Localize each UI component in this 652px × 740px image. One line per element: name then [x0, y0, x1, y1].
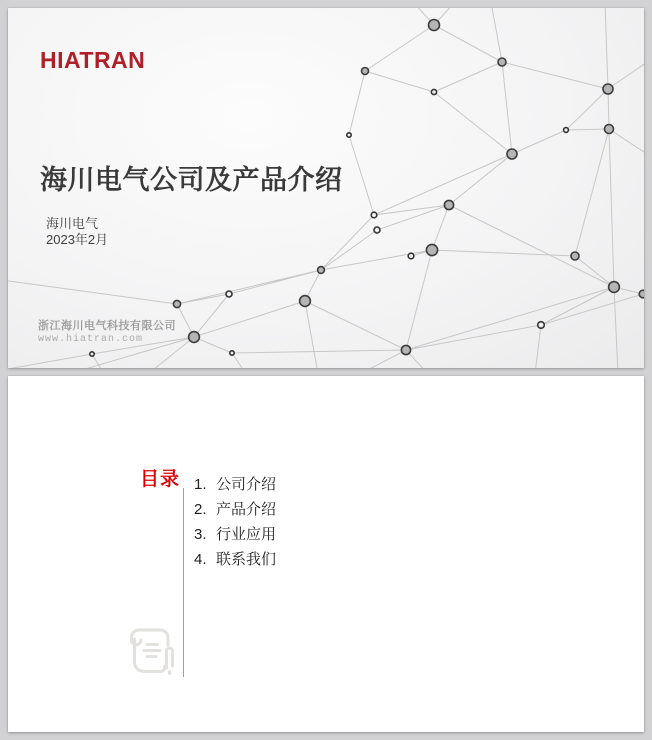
- toc-item-number: 3.: [194, 526, 207, 543]
- slide-1-cover[interactable]: [8, 8, 644, 368]
- toc-item: [194, 523, 276, 548]
- footer-website-url: www.hiatran.com: [38, 334, 144, 345]
- slide-title: 海川电气公司及产品介绍: [40, 165, 343, 195]
- slide-2-toc[interactable]: [8, 376, 644, 732]
- toc-item-label: 公司介绍: [216, 476, 277, 493]
- toc-item-number: 1.: [194, 476, 207, 493]
- toc-heading: 目录: [140, 469, 181, 490]
- toc-item-label: 行业应用: [216, 526, 277, 543]
- toc-item: [194, 548, 276, 573]
- slide-subtitle: [46, 216, 108, 247]
- footer-company-name: 浙江海川电气科技有限公司: [38, 320, 176, 332]
- toc-item-number: 2.: [194, 501, 207, 518]
- toc-item-label: 联系我们: [216, 551, 277, 568]
- document-scroll-icon: [126, 624, 174, 678]
- toc-divider-line: [183, 488, 184, 677]
- company-logo: HIATRAN: [40, 47, 146, 73]
- toc-item-number: 4.: [194, 551, 207, 568]
- subtitle-company-line: 海川电气: [46, 216, 99, 231]
- subtitle-date-line: 2023年2月: [46, 231, 109, 247]
- toc-item: [194, 498, 276, 523]
- toc-item: [194, 473, 276, 498]
- toc-item-label: 产品介绍: [216, 501, 277, 518]
- toc-list: [194, 473, 276, 573]
